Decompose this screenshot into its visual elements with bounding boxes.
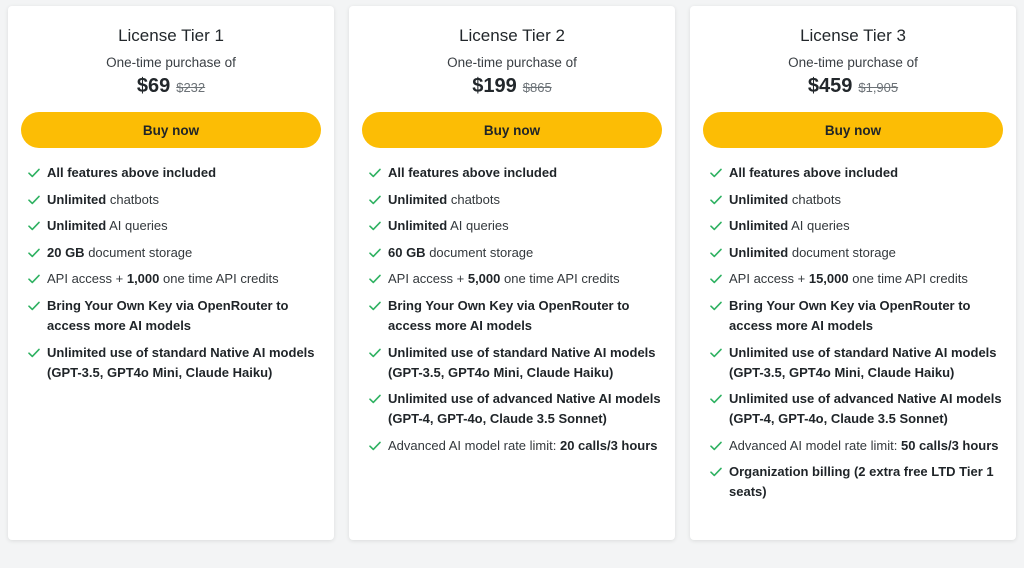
feature-text: Unlimited xyxy=(729,218,789,234)
feature-text: document storage xyxy=(425,244,534,260)
feature-text: Unlimited xyxy=(729,191,789,207)
feature-text: Unlimited xyxy=(388,218,448,234)
feature-item xyxy=(28,269,324,289)
feature-text: API access + xyxy=(47,271,127,287)
feature-item xyxy=(710,462,1006,502)
feature-text: All features above included xyxy=(388,165,558,180)
check-icon xyxy=(369,441,381,451)
feature-item xyxy=(369,296,665,336)
feature-text: Bring Your Own Key via OpenRouter to access more AI models xyxy=(47,297,289,333)
pricing-card-tier-2 xyxy=(349,6,675,540)
feature-item xyxy=(710,436,1006,456)
check-icon xyxy=(369,394,381,404)
feature-text: 5,000 xyxy=(467,271,501,287)
feature-item xyxy=(710,243,1006,263)
buy-now-button[interactable]: Buy now xyxy=(703,112,1003,148)
original-price: $865 xyxy=(522,80,552,95)
check-icon xyxy=(710,348,722,358)
feature-text: 1,000 xyxy=(126,271,160,287)
feature-text: Unlimited xyxy=(388,191,448,207)
feature-item xyxy=(369,389,665,429)
price: $69 xyxy=(136,75,171,97)
feature-text: Bring Your Own Key via OpenRouter to access more AI models xyxy=(388,297,630,333)
feature-list xyxy=(710,163,1006,509)
feature-item xyxy=(28,190,324,210)
feature-item xyxy=(710,190,1006,210)
feature-item xyxy=(710,343,1006,383)
check-icon xyxy=(28,348,40,358)
feature-text: one time API credits xyxy=(848,271,968,287)
buy-now-button[interactable]: Buy now xyxy=(362,112,662,148)
buy-now-button[interactable]: Buy now xyxy=(21,112,321,148)
feature-text: 15,000 xyxy=(808,271,849,287)
tier-title: License Tier 2 xyxy=(459,26,565,45)
feature-text: AI queries xyxy=(106,218,168,234)
feature-text: Unlimited use of advanced Native AI models (GPT-4, GPT-4o, Claude 3.5 Sonnet) xyxy=(729,391,1002,427)
feature-text: one time API credits xyxy=(159,271,279,287)
feature-text: Organization billing (2 extra free LTD Tier 1 seats) xyxy=(729,464,994,500)
check-icon xyxy=(28,195,40,205)
pricing-card-tier-1 xyxy=(8,6,334,540)
feature-text: 50 calls/3 hours xyxy=(900,437,999,453)
check-icon xyxy=(369,274,381,284)
feature-item xyxy=(369,163,665,183)
feature-item xyxy=(28,243,324,263)
feature-item xyxy=(369,343,665,383)
feature-item xyxy=(28,163,324,183)
pricing-card-tier-3 xyxy=(690,6,1016,540)
feature-text: chatbots xyxy=(106,191,159,207)
feature-item xyxy=(710,216,1006,236)
feature-text: AI queries xyxy=(447,218,509,234)
price-row xyxy=(690,75,1016,98)
check-icon xyxy=(28,301,40,311)
feature-text: Unlimited xyxy=(729,244,789,260)
feature-text: Unlimited use of standard Native AI models (GPT-3.5, GPT4o Mini, Claude Haiku) xyxy=(388,344,656,380)
price-row xyxy=(349,75,675,98)
feature-text: Unlimited xyxy=(47,191,107,207)
feature-text: All features above included xyxy=(47,165,217,180)
feature-item xyxy=(710,269,1006,289)
feature-text: Advanced AI model rate limit: xyxy=(388,437,560,453)
original-price: $1,905 xyxy=(858,80,899,95)
check-icon xyxy=(710,221,722,231)
check-icon xyxy=(28,274,40,284)
feature-item xyxy=(369,190,665,210)
check-icon xyxy=(28,168,40,178)
original-price: $232 xyxy=(176,80,206,95)
feature-text: one time API credits xyxy=(500,271,620,287)
check-icon xyxy=(710,467,722,477)
check-icon xyxy=(710,168,722,178)
feature-text: Unlimited use of advanced Native AI models (GPT-4, GPT-4o, Claude 3.5 Sonnet) xyxy=(388,391,661,427)
feature-item xyxy=(710,296,1006,336)
check-icon xyxy=(710,394,722,404)
check-icon xyxy=(369,248,381,258)
price: $199 xyxy=(472,75,517,97)
check-icon xyxy=(710,441,722,451)
feature-text: Unlimited xyxy=(47,218,107,234)
check-icon xyxy=(710,195,722,205)
price-row xyxy=(8,75,334,98)
check-icon xyxy=(369,301,381,311)
purchase-label: One-time purchase of xyxy=(788,55,918,70)
feature-text: Advanced AI model rate limit: xyxy=(729,437,901,453)
feature-text: 20 GB xyxy=(47,244,85,260)
feature-text: API access + xyxy=(388,271,468,287)
check-icon xyxy=(710,274,722,284)
check-icon xyxy=(369,195,381,205)
tier-title: License Tier 1 xyxy=(118,26,224,45)
check-icon xyxy=(28,221,40,231)
feature-text: chatbots xyxy=(447,191,500,207)
feature-text: AI queries xyxy=(788,218,850,234)
feature-text: chatbots xyxy=(788,191,841,207)
feature-item xyxy=(369,216,665,236)
feature-item xyxy=(369,436,665,456)
feature-item xyxy=(710,389,1006,429)
check-icon xyxy=(369,348,381,358)
purchase-label: One-time purchase of xyxy=(106,55,236,70)
feature-text: document storage xyxy=(84,244,193,260)
feature-item xyxy=(28,216,324,236)
feature-text: All features above included xyxy=(729,165,899,180)
feature-text: 60 GB xyxy=(388,244,426,260)
feature-list xyxy=(28,163,324,389)
feature-list xyxy=(369,163,665,462)
check-icon xyxy=(369,168,381,178)
feature-text: document storage xyxy=(788,244,896,260)
check-icon xyxy=(710,301,722,311)
feature-text: API access + xyxy=(729,271,809,287)
purchase-label: One-time purchase of xyxy=(447,55,577,70)
feature-text: 20 calls/3 hours xyxy=(559,437,658,453)
tier-title: License Tier 3 xyxy=(800,26,906,45)
feature-item xyxy=(369,269,665,289)
feature-item xyxy=(710,163,1006,183)
check-icon xyxy=(369,221,381,231)
price: $459 xyxy=(807,75,853,97)
feature-text: Bring Your Own Key via OpenRouter to access more AI models xyxy=(729,297,971,333)
check-icon xyxy=(28,248,40,258)
feature-item xyxy=(369,243,665,263)
feature-item xyxy=(28,296,324,336)
check-icon xyxy=(710,248,722,258)
feature-text: Unlimited use of standard Native AI models (GPT-3.5, GPT4o Mini, Claude Haiku) xyxy=(47,344,315,380)
feature-item xyxy=(28,343,324,383)
feature-text: Unlimited use of standard Native AI models (GPT-3.5, GPT4o Mini, Claude Haiku) xyxy=(729,344,997,380)
